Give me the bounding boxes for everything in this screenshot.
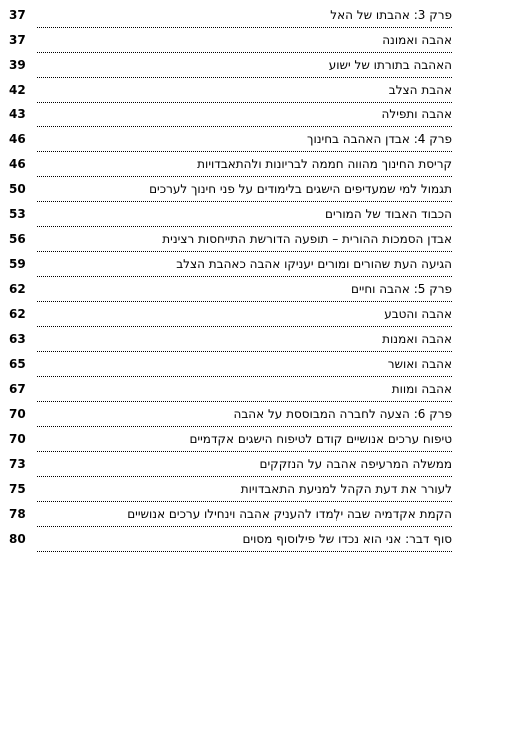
toc-page-number: 70 [9, 407, 26, 421]
toc-entry-title: פרק 3: אהבתו של האל [37, 3, 452, 28]
toc-entry[interactable] [0, 477, 520, 501]
toc-entry[interactable] [0, 427, 520, 451]
toc-page-number: 70 [9, 432, 26, 446]
toc-page-number: 78 [9, 507, 26, 521]
toc-page-number: 46 [9, 132, 26, 146]
toc-entry[interactable] [0, 277, 520, 301]
toc-page-number: 43 [9, 107, 26, 121]
toc-entry[interactable] [0, 527, 520, 551]
toc-entry-title: קריסת החינוך מהווה חממה לבריונות ולהתאבדויות [37, 152, 452, 177]
toc-page-number: 63 [9, 332, 26, 346]
toc-entry-title: סוף דבר: אני הוא נכדו של פילוסוף מסוים [37, 527, 452, 552]
toc-entry-title: תגמול למי שמעדיפים הישגים בלימודים על פני חינוך לערכים [37, 177, 452, 202]
toc-entry-title: אהבה ומוות [37, 377, 452, 402]
toc-entry-title: אהבה ואמנות [37, 327, 452, 352]
toc-page-number: 37 [9, 8, 26, 22]
toc-entry[interactable] [0, 28, 520, 52]
toc-page-number: 42 [9, 83, 26, 97]
toc-entry-title: אהבה והטבע [37, 302, 452, 327]
toc-page-number: 56 [9, 232, 26, 246]
toc-entry-title: הגיעה העת שהורים ומורים יעניקו אהבה כאהבת הצלב [37, 252, 452, 277]
toc-entry-title: אהבה ואמונה [37, 28, 452, 53]
toc-entry-title: האהבה בתורתו של ישוע [37, 53, 452, 78]
toc-page-number: 65 [9, 357, 26, 371]
toc-entry[interactable] [0, 177, 520, 201]
toc-entry-title: הקמת אקדמיה שבה ילְמדו להעניק אהבה וינחילו ערכים אנושיים [37, 502, 452, 527]
toc-entry[interactable] [0, 202, 520, 226]
toc-page-number: 62 [9, 307, 26, 321]
toc-page-number: 37 [9, 33, 26, 47]
toc-entry-title: ממשלה המרעיפה אהבה על הנזקקים [37, 452, 452, 477]
toc-entry-title: אבדן הסמכות ההורית – תופעה הדורשת התייחסות רצינית [37, 227, 452, 252]
toc-entry[interactable] [0, 402, 520, 426]
toc-entry-title: הכבוד האבוד של המורים [37, 202, 452, 227]
toc-entry[interactable] [0, 377, 520, 401]
toc-entry-title: פרק 4: אבדן האהבה בחינוך [37, 127, 452, 152]
toc-entry-title: פרק 5: אהבה וחיים [37, 277, 452, 302]
toc-entry[interactable] [0, 78, 520, 102]
toc-page-number: 46 [9, 157, 26, 171]
toc-entry[interactable] [0, 227, 520, 251]
toc-page-number: 80 [9, 532, 26, 546]
toc-entry[interactable] [0, 127, 520, 151]
toc-entry[interactable] [0, 502, 520, 526]
toc-entry-title: אהבה ותפילה [37, 102, 452, 127]
toc-entry-title: אהבת הצלב [37, 78, 452, 103]
toc-entry[interactable] [0, 252, 520, 276]
toc-page-number: 50 [9, 182, 26, 196]
toc-entry[interactable] [0, 327, 520, 351]
toc-page-number: 39 [9, 58, 26, 72]
toc-entry-title: טיפוח ערכים אנושיים קודם לטיפוח הישגים אקדמיים [37, 427, 452, 452]
toc-page-number: 75 [9, 482, 26, 496]
toc-entry[interactable] [0, 152, 520, 176]
toc-entry[interactable] [0, 53, 520, 77]
toc-entry-title: פרק 6: הצעה לחברה המבוססת על אהבה [37, 402, 452, 427]
toc-entry[interactable] [0, 452, 520, 476]
toc-page-number: 62 [9, 282, 26, 296]
toc-page-number: 53 [9, 207, 26, 221]
toc-page-number: 73 [9, 457, 26, 471]
toc-entry[interactable] [0, 3, 520, 27]
toc-page-number: 59 [9, 257, 26, 271]
toc-entry-title: אהבה ואושר [37, 352, 452, 377]
toc-entry[interactable] [0, 352, 520, 376]
toc-page-number: 67 [9, 382, 26, 396]
toc-entry-title: לעורר את דעת הקהל למניעת התאבדויות [37, 477, 452, 502]
toc-entry[interactable] [0, 102, 520, 126]
toc-entry[interactable] [0, 302, 520, 326]
